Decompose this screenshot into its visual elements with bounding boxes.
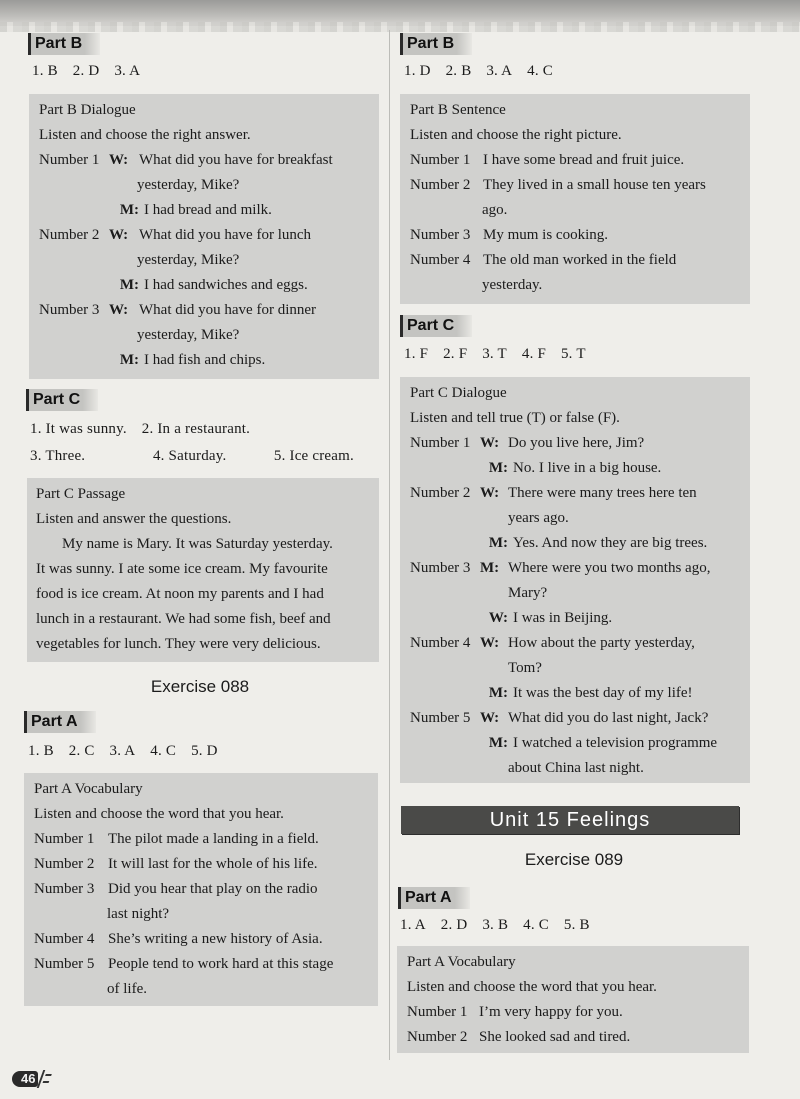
answer: 2. D bbox=[440, 917, 468, 933]
text-line bbox=[407, 975, 741, 1000]
line-text: about China last night. bbox=[508, 760, 644, 776]
line-text: The pilot made a landing in a field. bbox=[108, 831, 319, 847]
page-corner-decoration bbox=[37, 1070, 56, 1088]
exercise-088-title: Exercise 088 bbox=[150, 677, 250, 696]
item-number: Number 1 bbox=[410, 152, 471, 168]
line-text: Part A Vocabulary bbox=[407, 954, 516, 970]
answer: 1. It was sunny. bbox=[30, 421, 127, 437]
text-line bbox=[410, 531, 742, 556]
text-line bbox=[39, 273, 371, 298]
line-text: Listen and choose the word that you hear. bbox=[407, 979, 657, 995]
text-line: It was sunny. I ate some ice cream. My favourite bbox=[36, 561, 328, 577]
text-line bbox=[39, 223, 371, 248]
answer: 1. B bbox=[28, 743, 54, 759]
item-number: Number 1 bbox=[34, 831, 95, 847]
item-number: Number 1 bbox=[39, 152, 100, 168]
text-line bbox=[410, 756, 742, 781]
speaker-label: M: bbox=[488, 735, 508, 751]
text-line bbox=[39, 323, 371, 348]
line-text: What did you have for breakfast bbox=[139, 152, 333, 168]
text-line bbox=[39, 348, 371, 373]
line-text: Part C Dialogue bbox=[410, 385, 507, 401]
answer: 2. C bbox=[68, 743, 95, 759]
column-divider bbox=[389, 30, 390, 1060]
line-text: How about the party yesterday, bbox=[508, 635, 695, 651]
line-text: Yes. And now they are big trees. bbox=[513, 535, 708, 551]
line-text: I had fish and chips. bbox=[144, 352, 266, 368]
part-a-vocabulary-box bbox=[397, 946, 749, 1053]
text-line: Part C Passage bbox=[36, 486, 126, 502]
part-c-dialogue-box bbox=[400, 377, 750, 783]
text-line bbox=[34, 827, 370, 852]
text-line bbox=[39, 98, 371, 123]
line-text: Listen and tell true (T) or false (F). bbox=[410, 410, 620, 426]
answer: 4. C bbox=[150, 743, 177, 759]
line-text: Mary? bbox=[508, 585, 548, 601]
item-number: Number 4 bbox=[34, 931, 95, 947]
line-text: yesterday, Mike? bbox=[137, 252, 240, 268]
speaker-label: W: bbox=[480, 710, 500, 726]
text-line bbox=[39, 198, 371, 223]
text-line bbox=[410, 681, 742, 706]
text-line bbox=[410, 123, 742, 148]
text-line bbox=[410, 631, 742, 656]
unit-banner: Unit 15 Feelings bbox=[401, 806, 739, 834]
item-number: Number 2 bbox=[410, 177, 471, 193]
line-text: Did you hear that play on the radio bbox=[108, 881, 318, 897]
item-number: Number 3 bbox=[410, 560, 471, 576]
part-a-header: Part A bbox=[24, 711, 96, 733]
line-text: I was in Beijing. bbox=[513, 610, 613, 626]
text-line bbox=[410, 223, 742, 248]
text-line bbox=[39, 298, 371, 323]
line-text: last night? bbox=[107, 906, 170, 922]
text-line bbox=[34, 802, 370, 827]
text-line bbox=[410, 406, 742, 431]
text-line bbox=[410, 731, 742, 756]
line-text: of life. bbox=[107, 981, 147, 997]
line-text: Where were you two months ago, bbox=[508, 560, 711, 576]
part-c-passage-box bbox=[27, 478, 379, 662]
line-text: What did you have for dinner bbox=[139, 302, 317, 318]
speaker-label: W: bbox=[480, 635, 500, 651]
part-b-header: Part B bbox=[400, 33, 472, 55]
line-text: I watched a television programme bbox=[513, 735, 718, 751]
text-line bbox=[410, 431, 742, 456]
line-text: What did you do last night, Jack? bbox=[508, 710, 709, 726]
text-line bbox=[410, 98, 742, 123]
text-line: lunch in a restaurant. We had some fish, beef and bbox=[36, 611, 331, 627]
part-b-dialogue-box bbox=[29, 94, 379, 379]
line-text: I have some bread and fruit juice. bbox=[483, 152, 685, 168]
part-c-answers-line1 bbox=[30, 421, 261, 438]
speaker-label: M: bbox=[119, 277, 139, 293]
text-line bbox=[407, 1025, 741, 1050]
text-line bbox=[410, 581, 742, 606]
speaker-label: W: bbox=[480, 485, 500, 501]
answer: 4. F bbox=[521, 346, 547, 362]
part-b-answers bbox=[404, 63, 564, 80]
text-line bbox=[410, 606, 742, 631]
answer: 4. C bbox=[527, 63, 553, 79]
item-number: Number 4 bbox=[410, 635, 471, 651]
text-line bbox=[410, 456, 742, 481]
part-c-answers-line2 bbox=[30, 448, 360, 465]
answer: 5. Ice cream. bbox=[273, 448, 354, 464]
text-line bbox=[410, 198, 742, 223]
item-number: Number 2 bbox=[34, 856, 95, 872]
text-line bbox=[34, 902, 370, 927]
item-number: Number 3 bbox=[34, 881, 95, 897]
speaker-label: M: bbox=[488, 685, 508, 701]
answer: 3. A bbox=[486, 63, 513, 79]
text-line bbox=[410, 656, 742, 681]
line-text: No. I live in a big house. bbox=[513, 460, 662, 476]
item-number: Number 2 bbox=[407, 1029, 468, 1045]
line-text: They lived in a small house ten years bbox=[483, 177, 706, 193]
speaker-label: W: bbox=[109, 152, 129, 168]
line-text: The old man worked in the field bbox=[483, 252, 677, 268]
item-number: Number 3 bbox=[410, 227, 471, 243]
text-line bbox=[34, 852, 370, 877]
page-number bbox=[12, 1068, 48, 1090]
page-top-edge bbox=[0, 0, 800, 26]
speaker-label: W: bbox=[488, 610, 508, 626]
speaker-label: W: bbox=[480, 435, 500, 451]
speaker-label: M: bbox=[480, 560, 500, 576]
answer: 3. A bbox=[109, 743, 136, 759]
line-text: Tom? bbox=[508, 660, 542, 676]
answer: 3. B bbox=[482, 917, 509, 933]
line-text: I had bread and milk. bbox=[144, 202, 272, 218]
answer: 2. In a restaurant. bbox=[141, 421, 251, 437]
text-line bbox=[410, 248, 742, 273]
text-line bbox=[410, 481, 742, 506]
item-number: Number 2 bbox=[39, 227, 100, 243]
speaker-label: M: bbox=[488, 460, 508, 476]
line-text: Part A Vocabulary bbox=[34, 781, 143, 797]
text-line bbox=[410, 506, 742, 531]
text-line bbox=[407, 950, 741, 975]
text-line bbox=[410, 706, 742, 731]
answer: 5. B bbox=[563, 917, 590, 933]
text-line bbox=[410, 173, 742, 198]
item-number: Number 1 bbox=[407, 1004, 468, 1020]
line-text: Part B Sentence bbox=[410, 102, 506, 118]
speaker-label: W: bbox=[109, 227, 129, 243]
answer: 1. D bbox=[404, 63, 431, 79]
part-b-sentence-box bbox=[400, 94, 750, 304]
line-text: yesterday, Mike? bbox=[137, 177, 240, 193]
speaker-label: W: bbox=[109, 302, 129, 318]
line-text: There were many trees here ten bbox=[508, 485, 697, 501]
answer: 2. F bbox=[443, 346, 468, 362]
line-text: What did you have for lunch bbox=[139, 227, 312, 243]
answer: 2. B bbox=[445, 63, 472, 79]
line-text: years ago. bbox=[508, 510, 569, 526]
part-b-header: Part B bbox=[28, 33, 100, 55]
line-text: Listen and choose the right answer. bbox=[39, 127, 251, 143]
answer: 3. A bbox=[114, 63, 141, 79]
line-text: ago. bbox=[482, 202, 508, 218]
answer: 1. B bbox=[32, 63, 58, 79]
line-text: It will last for the whole of his life. bbox=[108, 856, 318, 872]
text-line bbox=[410, 556, 742, 581]
text-line bbox=[34, 952, 370, 977]
item-number: Number 4 bbox=[410, 252, 471, 268]
line-text: I’m very happy for you. bbox=[479, 1004, 623, 1020]
answer: 1. A bbox=[400, 917, 426, 933]
part-c-header: Part C bbox=[400, 315, 472, 337]
speaker-label: M: bbox=[119, 352, 139, 368]
line-text: yesterday, Mike? bbox=[137, 327, 240, 343]
text-line: food is ice cream. At noon my parents and I had bbox=[36, 586, 324, 602]
answer: 4. Saturday. bbox=[152, 448, 227, 464]
text-line bbox=[39, 248, 371, 273]
page-number-text: 46 bbox=[21, 1071, 36, 1086]
exercise-089-title: Exercise 089 bbox=[524, 850, 624, 869]
answer: 5. T bbox=[560, 346, 586, 362]
line-text: Listen and choose the right picture. bbox=[410, 127, 622, 143]
line-text: Listen and choose the word that you hear. bbox=[34, 806, 284, 822]
text-line bbox=[410, 148, 742, 173]
text-line bbox=[34, 877, 370, 902]
text-line bbox=[407, 1000, 741, 1025]
line-text: She looked sad and tired. bbox=[479, 1029, 631, 1045]
answer: 3. T bbox=[482, 346, 507, 362]
part-b-answers bbox=[32, 63, 151, 80]
answer: 3. Three. bbox=[30, 448, 86, 464]
text-line bbox=[39, 148, 371, 173]
text-line: My name is Mary. It was Saturday yesterday. bbox=[62, 536, 333, 552]
line-text: yesterday. bbox=[482, 277, 543, 293]
line-text: Do you live here, Jim? bbox=[508, 435, 645, 451]
part-c-header: Part C bbox=[26, 389, 98, 411]
line-text: People tend to work hard at this stage bbox=[108, 956, 334, 972]
text-line bbox=[410, 273, 742, 298]
part-c-answers bbox=[404, 346, 597, 363]
item-number: Number 1 bbox=[410, 435, 471, 451]
answer: 2. D bbox=[72, 63, 100, 79]
line-text: I had sandwiches and eggs. bbox=[144, 277, 308, 293]
speaker-label: M: bbox=[119, 202, 139, 218]
item-number: Number 3 bbox=[39, 302, 100, 318]
text-line bbox=[410, 381, 742, 406]
answer: 1. F bbox=[404, 346, 429, 362]
part-a-vocabulary-box bbox=[24, 773, 378, 1006]
speaker-label: M: bbox=[488, 535, 508, 551]
item-number: Number 5 bbox=[410, 710, 471, 726]
text-line bbox=[34, 977, 370, 1002]
text-line bbox=[34, 927, 370, 952]
part-a-answers bbox=[28, 743, 229, 760]
answer: 4. C bbox=[523, 917, 549, 933]
line-text: She’s writing a new history of Asia. bbox=[108, 931, 323, 947]
answer: 5. D bbox=[191, 743, 218, 759]
text-line bbox=[34, 777, 370, 802]
part-a-header: Part A bbox=[398, 887, 470, 909]
item-number: Number 2 bbox=[410, 485, 471, 501]
text-line: Listen and answer the questions. bbox=[36, 511, 232, 527]
text-line bbox=[39, 173, 371, 198]
text-line bbox=[39, 123, 371, 148]
item-number: Number 5 bbox=[34, 956, 95, 972]
line-text: It was the best day of my life! bbox=[513, 685, 693, 701]
line-text: My mum is cooking. bbox=[483, 227, 609, 243]
part-a-answers bbox=[400, 917, 601, 934]
text-line: vegetables for lunch. They were very delicious. bbox=[36, 636, 321, 652]
line-text: Part B Dialogue bbox=[39, 102, 136, 118]
